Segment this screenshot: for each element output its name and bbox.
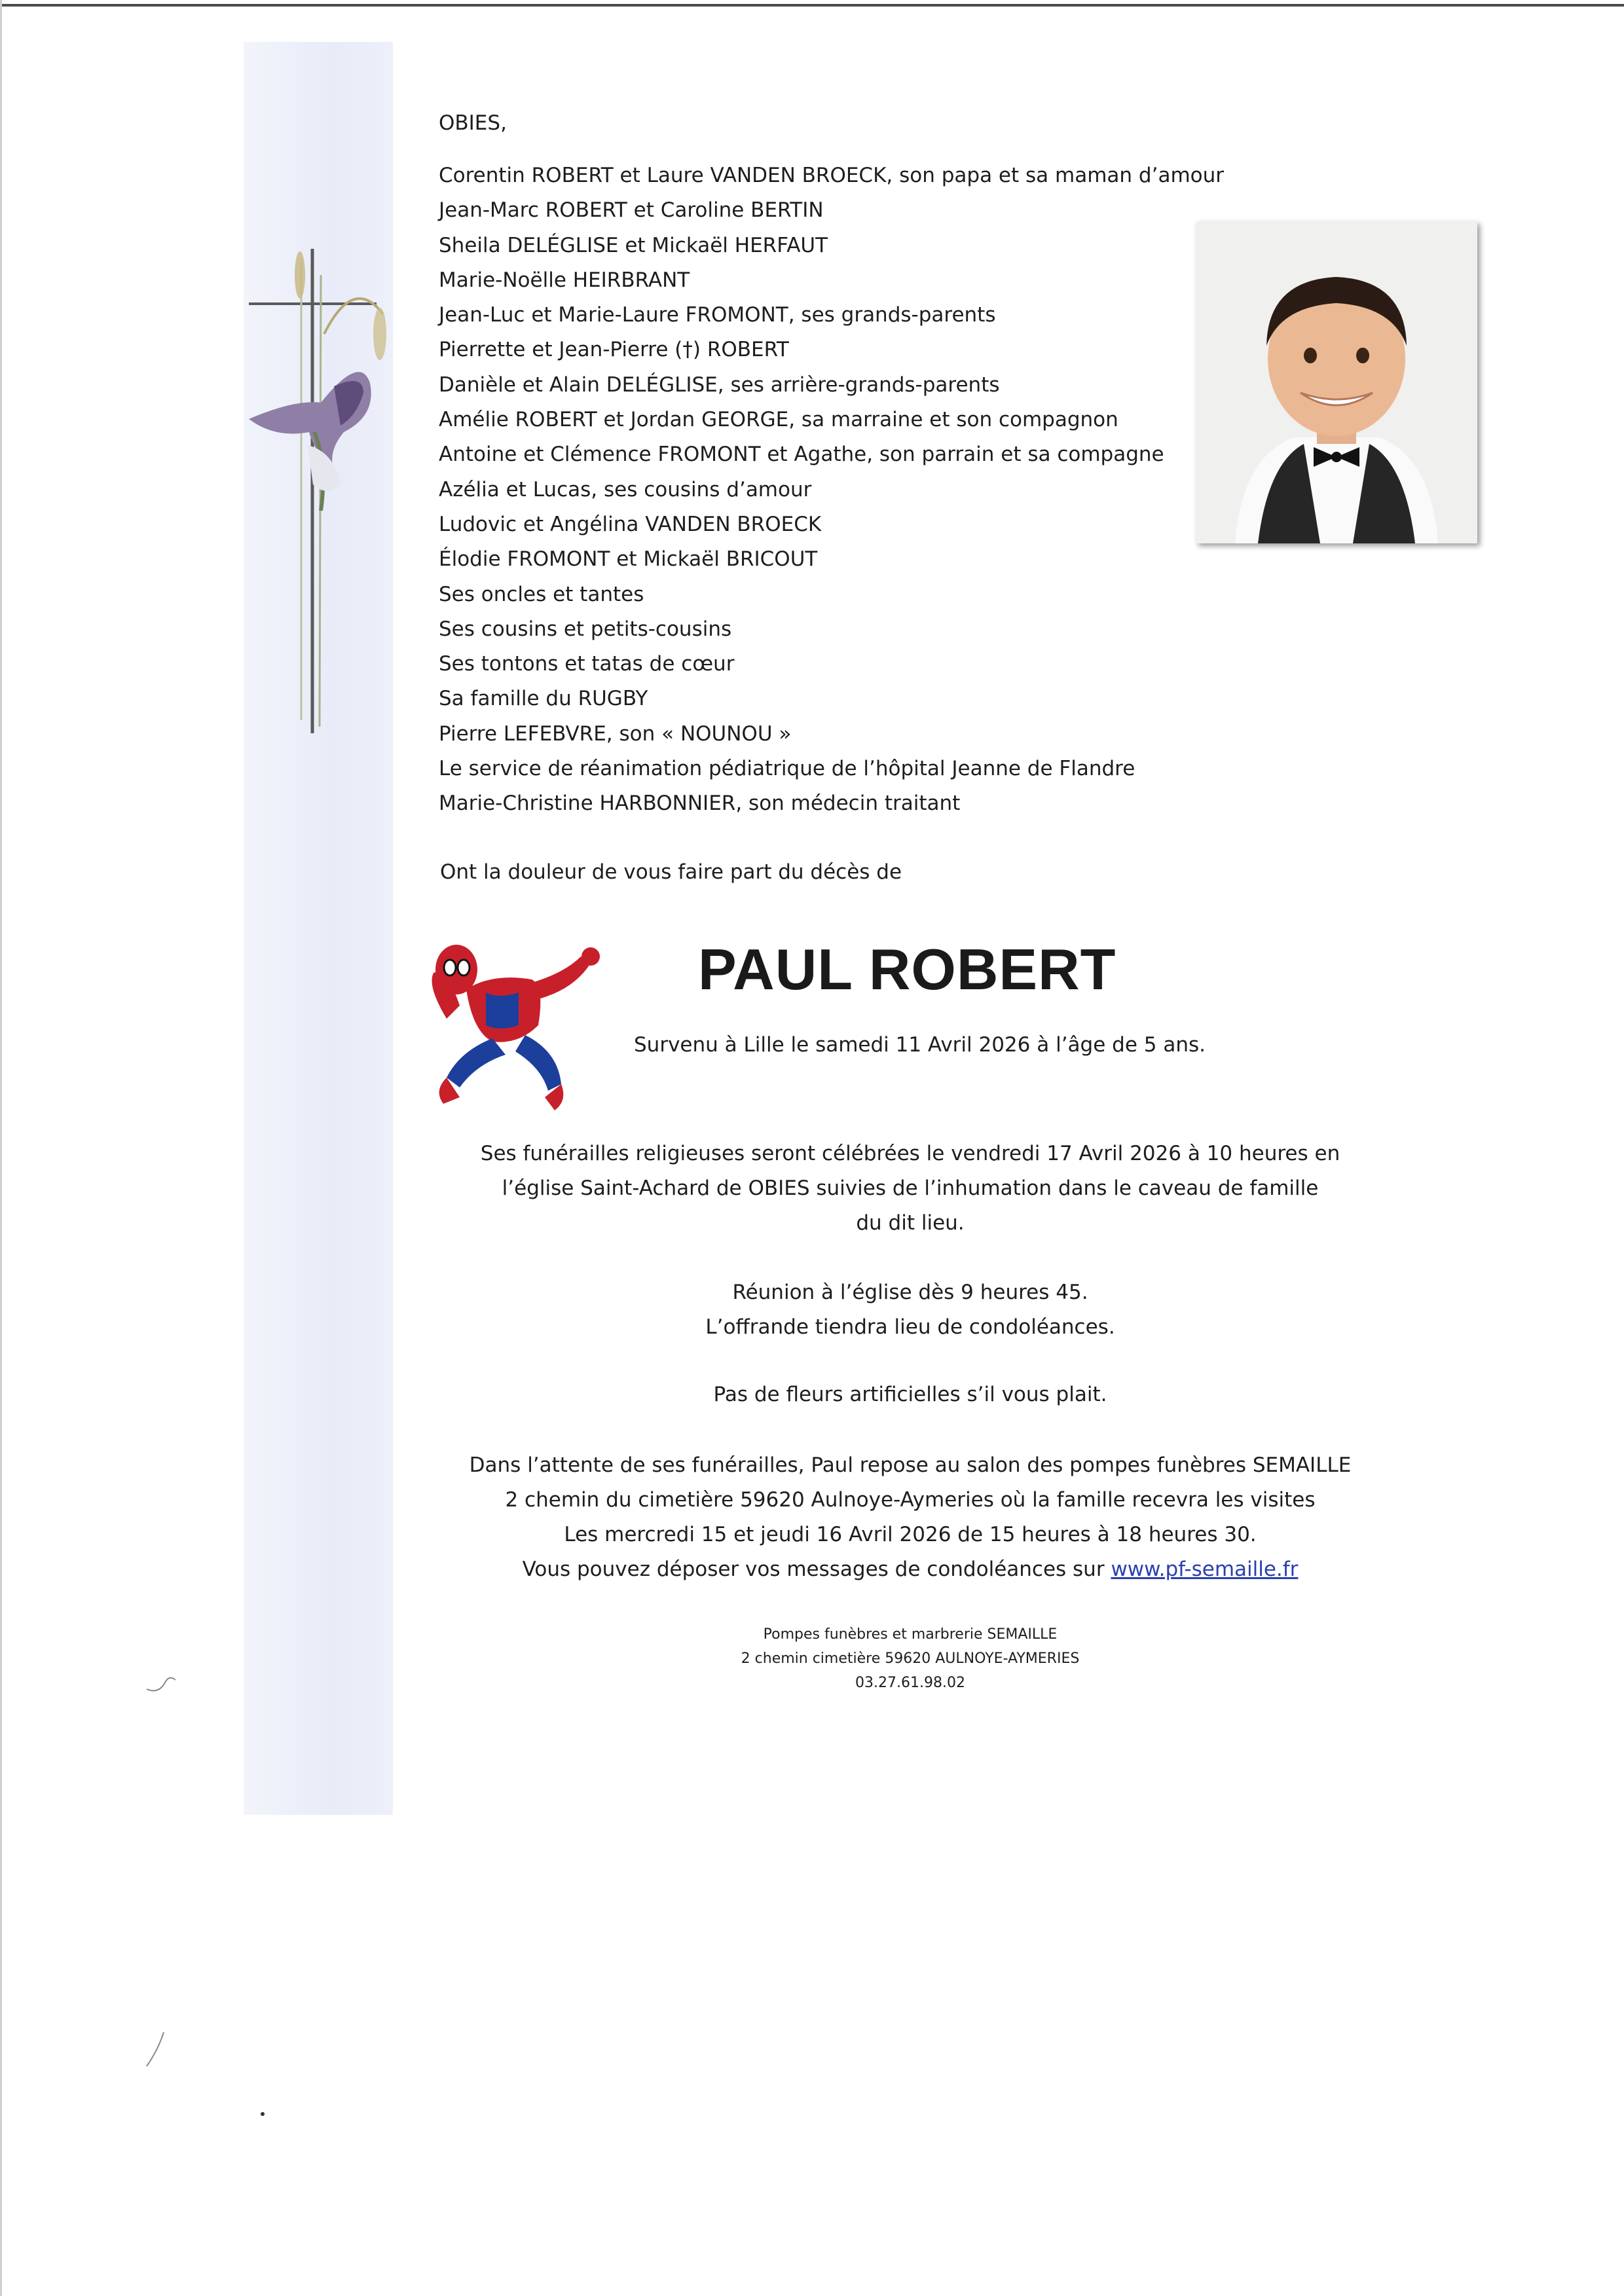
list-item: Élodie FROMONT et Mickaël BRICOUT — [439, 547, 818, 572]
list-item: Ses tontons et tatas de cœur — [439, 652, 735, 676]
footer-address: 2 chemin cimetière 59620 AULNOYE-AYMERIES — [741, 1650, 1080, 1667]
list-item: Jean-Marc ROBERT et Caroline BERTIN — [439, 198, 824, 223]
funeral-line: l’église Saint-Achard de OBIES suivies de l’inhumation dans le caveau de famille — [502, 1176, 1319, 1200]
visits-line: Les mercredi 15 et jeudi 16 Avril 2026 de 15 heures à 18 heures 30. — [564, 1523, 1257, 1546]
death-date-line: Survenu à Lille le samedi 11 Avril 2026 à l’âge de 5 ans. — [634, 1033, 1206, 1057]
website-link[interactable]: www.pf-semaille.fr — [1111, 1558, 1299, 1581]
funeral-line: Ses funérailles religieuses seront célébrées le vendredi 17 Avril 2026 à 10 heures en — [480, 1142, 1340, 1165]
spiderman-icon — [420, 927, 617, 1117]
list-item: Azélia et Lucas, ses cousins d’amour — [439, 477, 812, 501]
list-item: Corentin ROBERT et Laure VANDEN BROECK, son papa et sa maman d’amour — [439, 164, 1224, 187]
scan-mark-icon — [145, 1669, 178, 1696]
family-list — [439, 158, 1225, 822]
top-border-line — [0, 4, 1624, 7]
visits-line — [393, 1552, 1428, 1587]
visits-info — [393, 1448, 1428, 1587]
list-item: Antoine et Clémence FROMONT et Agathe, son parrain et sa compagne — [439, 443, 1164, 467]
list-item: Amélie ROBERT et Jordan GEORGE, sa marraine et son compagnon — [439, 408, 1118, 432]
list-item: Ses cousins et petits-cousins — [439, 617, 732, 641]
funeral-line: du dit lieu. — [856, 1211, 965, 1235]
gathering-info — [393, 1275, 1428, 1345]
visits-line: 2 chemin du cimetière 59620 Aulnoye-Aymeries où la famille recevra les visites — [505, 1488, 1316, 1512]
cross-lily-icon — [236, 236, 393, 746]
visits-line: Dans l’attente de ses funérailles, Paul repose au salon des pompes funèbres SEMAILLE — [469, 1453, 1352, 1477]
list-item: Sheila DELÉGLISE et Mickaël HERFAUT — [439, 233, 828, 257]
list-item: Jean-Luc et Marie-Laure FROMONT, ses grands-parents — [439, 303, 996, 327]
flowers-note — [393, 1377, 1428, 1412]
left-border-line — [0, 0, 2, 2296]
list-item: Sa famille du RUGBY — [439, 687, 648, 711]
gathering-line: Réunion à l’église dès 9 heures 45. — [732, 1281, 1088, 1304]
deceased-name: PAUL ROBERT — [698, 937, 1116, 1002]
scan-mark-icon — [144, 2030, 170, 2069]
flowers-line: Pas de fleurs artificielles s’il vous plait. — [713, 1383, 1107, 1406]
child-portrait-icon — [1196, 221, 1477, 543]
list-item: Ses oncles et tantes — [439, 582, 644, 606]
list-item: Danièle et Alain DELÉGLISE, ses arrière-grands-parents — [439, 373, 1000, 397]
list-item: Marie-Christine HARBONNIER, son médecin traitant — [439, 792, 961, 816]
list-item: Ludovic et Angélina VANDEN BROECK — [439, 512, 822, 536]
town-heading: OBIES, — [439, 111, 507, 135]
condolence-text: Vous pouvez déposer vos messages de condoléances sur — [522, 1558, 1111, 1581]
list-item: Marie-Noëlle HEIRBRANT — [439, 268, 690, 292]
funeral-info — [393, 1137, 1428, 1241]
announcement-intro: Ont la douleur de vous faire part du décès de — [440, 860, 902, 884]
list-item: Le service de réanimation pédiatrique de l’hôpital Jeanne de Flandre — [439, 757, 1135, 781]
family-section — [439, 111, 1225, 822]
list-item: Pierre LEFEBVRE, son « NOUNOU » — [439, 721, 792, 746]
scan-speck — [261, 2112, 265, 2116]
list-item: Pierrette et Jean-Pierre (†) ROBERT — [439, 338, 789, 362]
gathering-line: L’offrande tiendra lieu de condoléances. — [705, 1315, 1115, 1339]
footer-company: Pompes funèbres et marbrerie SEMAILLE — [763, 1626, 1058, 1643]
footer-phone: 03.27.61.98.02 — [855, 1675, 965, 1691]
funeral-home-footer — [655, 1622, 1166, 1695]
portrait-photo — [1196, 221, 1477, 543]
